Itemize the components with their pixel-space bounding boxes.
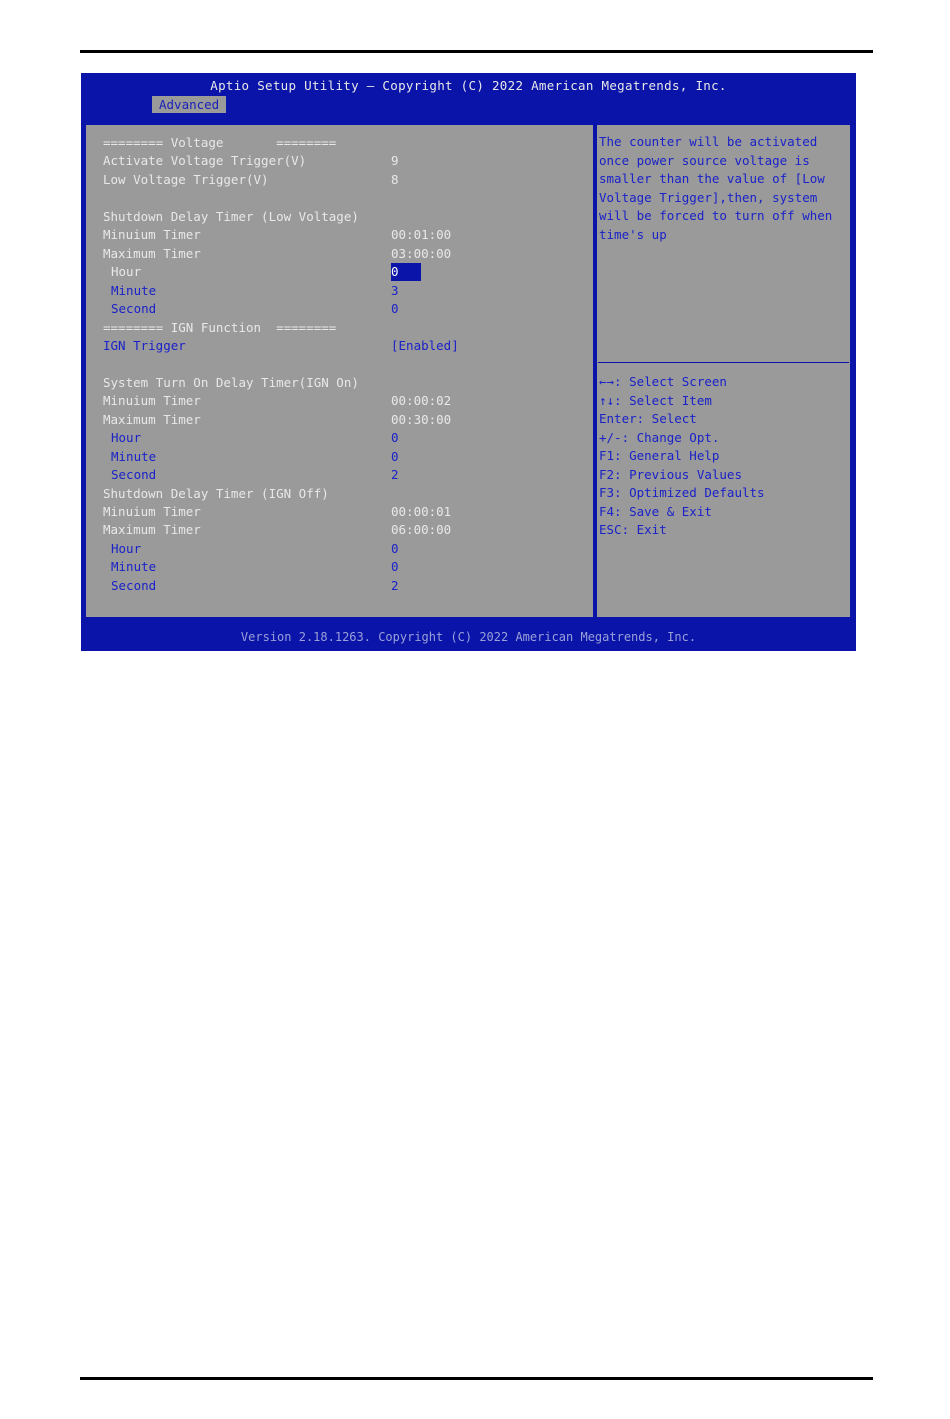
setup-title: Aptio Setup Utility – Copyright (C) 2022 American Megatrends, Inc. <box>210 78 727 93</box>
setting-label: Maximum Timer <box>103 411 201 427</box>
setting-value[interactable]: 3 <box>391 282 399 298</box>
key-hint: Enter: Select <box>599 411 697 426</box>
setting-row <box>85 521 594 539</box>
setting-label: Shutdown Delay Timer (IGN Off) <box>103 485 329 501</box>
setting-value: 00:00:02 <box>391 393 452 409</box>
blank-row <box>85 189 594 207</box>
setting-value[interactable]: 2 <box>391 577 399 593</box>
key-hint: F1: General Help <box>599 448 720 463</box>
setting-label: Hour <box>111 430 142 446</box>
key-hint: F2: Previous Values <box>599 466 742 482</box>
setting-row <box>85 485 594 503</box>
setting-label: Shutdown Delay Timer (Low Voltage) <box>103 208 359 224</box>
setting-row[interactable] <box>85 577 594 595</box>
setting-value: 8 <box>391 171 399 187</box>
setting-row <box>85 245 594 263</box>
setting-label: Minute <box>111 282 157 298</box>
setting-value: 03:00:00 <box>391 245 452 261</box>
setting-value: 06:00:00 <box>391 522 452 538</box>
setting-label: IGN Trigger <box>103 337 186 353</box>
bottom-page-rule <box>80 1377 873 1380</box>
setting-value: 00:01:00 <box>391 227 452 243</box>
setting-row[interactable] <box>85 300 594 318</box>
setting-row <box>85 392 594 410</box>
setting-row <box>85 134 594 152</box>
key-legend <box>599 373 765 540</box>
setting-row[interactable] <box>85 429 594 447</box>
setting-label: Minuium Timer <box>103 227 201 243</box>
setting-row[interactable] <box>85 448 594 466</box>
setting-label: Hour <box>111 264 142 280</box>
key-hint: F3: Optimized Defaults <box>599 485 765 500</box>
setting-label: System Turn On Delay Timer(IGN On) <box>103 374 359 390</box>
setting-row[interactable] <box>85 282 594 300</box>
settings-panel <box>83 122 596 620</box>
setting-value[interactable]: [Enabled] <box>391 337 459 353</box>
setting-value: 00:30:00 <box>391 411 452 427</box>
setting-label: Minute <box>111 559 157 575</box>
key-hint: F4: Save & Exit <box>599 503 712 519</box>
blank-row <box>85 355 594 373</box>
key-hint: +/-: Change Opt. <box>599 429 720 445</box>
setting-value: 00:00:01 <box>391 504 452 519</box>
setting-label: Second <box>111 577 157 593</box>
selected-value-field[interactable]: 0 <box>391 263 421 281</box>
setting-value[interactable]: 2 <box>391 467 399 483</box>
setting-row <box>85 319 594 337</box>
setting-label: Second <box>111 301 157 317</box>
setting-label: ======== IGN Function ======== <box>103 319 337 335</box>
setting-label: Maximum Timer <box>103 522 201 538</box>
setting-label: Second <box>111 467 157 483</box>
setting-label: Minuium Timer <box>103 504 201 519</box>
setting-label: Minuium Timer <box>103 393 201 409</box>
version-footer: Version 2.18.1263. Copyright (C) 2022 American Megatrends, Inc. <box>240 630 697 644</box>
key-hint: ←→: Select Screen <box>599 374 727 389</box>
setting-label: Low Voltage Trigger(V) <box>103 171 269 187</box>
setting-row <box>85 226 594 244</box>
setting-row[interactable] <box>85 466 594 484</box>
key-hint: ↑↓: Select Item <box>599 392 712 408</box>
setting-value[interactable]: 0 <box>391 430 399 446</box>
setting-row <box>85 208 594 226</box>
setting-row <box>85 152 594 170</box>
key-hint: ESC: Exit <box>599 522 667 537</box>
bios-setup-screen <box>81 73 856 651</box>
setting-label: Maximum Timer <box>103 245 201 261</box>
setting-row[interactable] <box>85 540 594 558</box>
help-divider <box>598 362 849 363</box>
help-panel <box>594 122 853 620</box>
setting-value[interactable]: 0 <box>391 540 399 556</box>
setting-row[interactable] <box>85 558 594 576</box>
setting-label: Activate Voltage Trigger(V) <box>103 153 307 169</box>
setting-row <box>85 503 594 521</box>
tab-advanced[interactable]: Advanced <box>152 96 226 113</box>
setting-row <box>85 411 594 429</box>
setting-row <box>85 374 594 392</box>
setting-label: Hour <box>111 540 142 556</box>
setting-value[interactable]: 0 <box>391 301 399 317</box>
setting-value[interactable]: 0 <box>391 559 399 575</box>
top-page-rule <box>80 50 873 53</box>
setting-value: 9 <box>391 153 399 169</box>
setting-value[interactable]: 0 <box>391 448 399 464</box>
setting-row[interactable] <box>85 337 594 355</box>
setting-label: ======== Voltage ======== <box>103 135 337 150</box>
setting-row[interactable] <box>85 263 594 281</box>
help-description: The counter will be activated once power source voltage is smaller than the value of [Low Voltage Trigger],then, system will be forced to turn off when time's up <box>599 134 833 242</box>
setting-row <box>85 171 594 189</box>
setting-label: Minute <box>111 448 157 464</box>
